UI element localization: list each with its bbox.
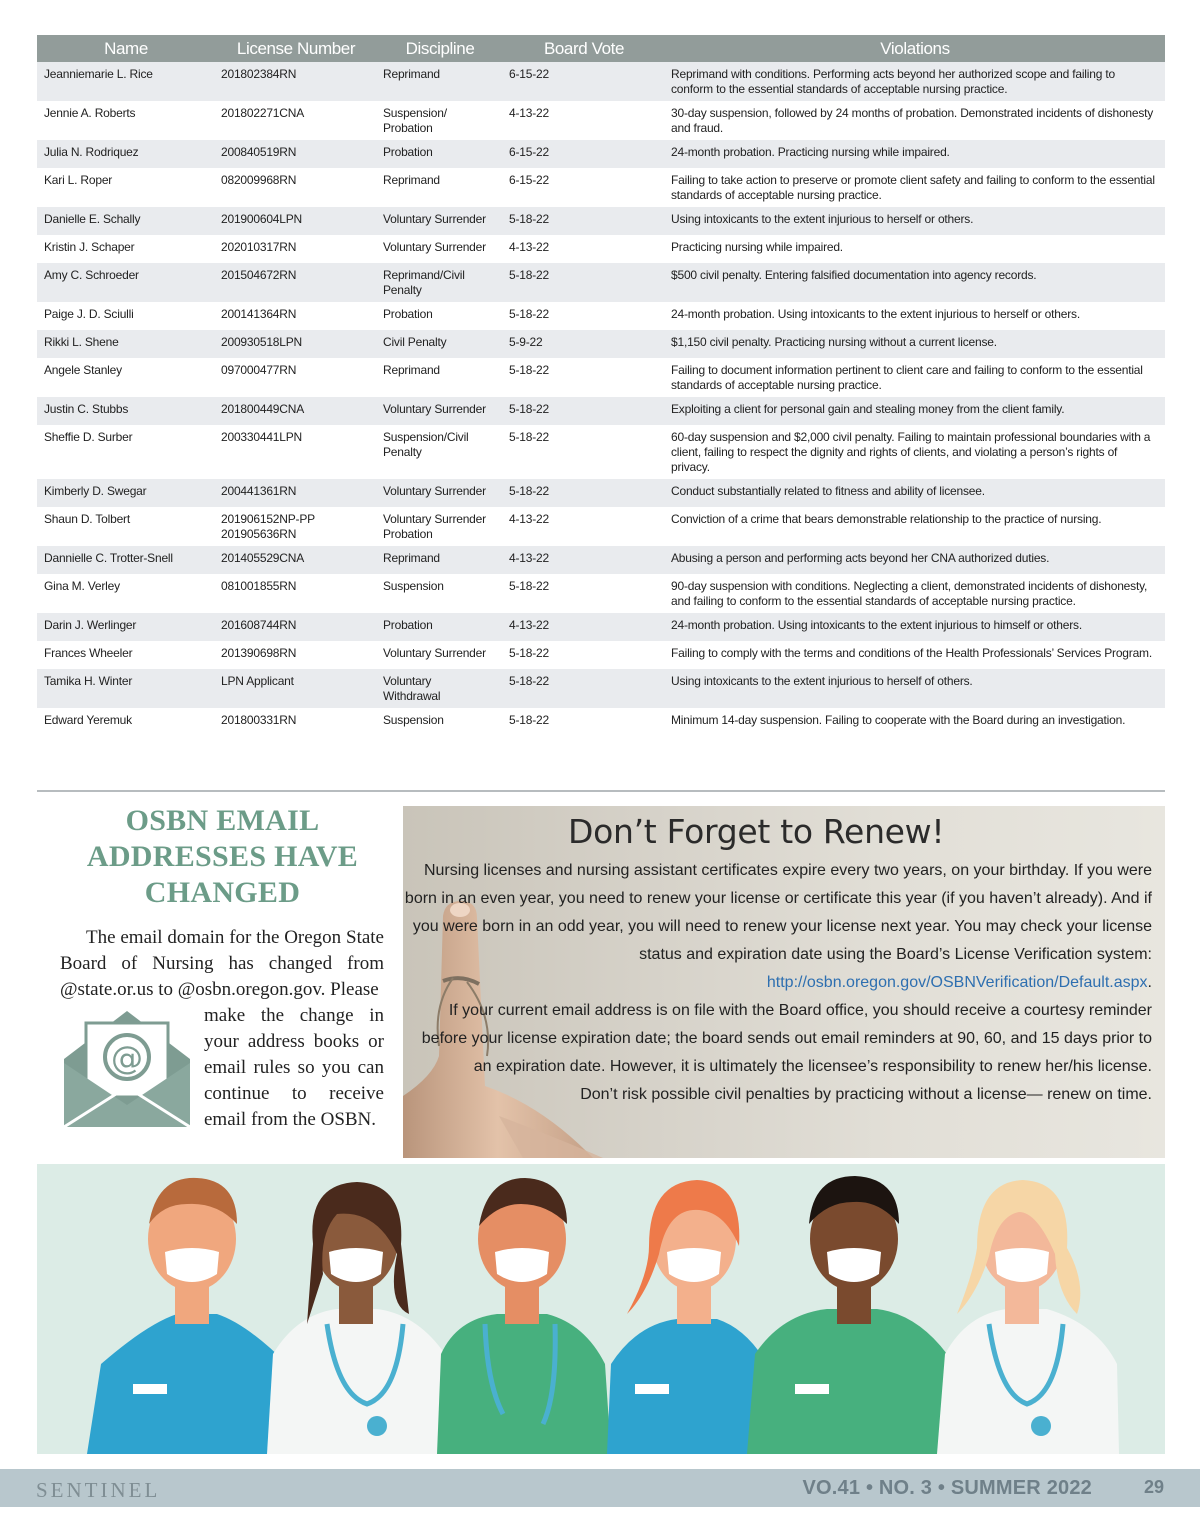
row-violation: Conviction of a crime that bears demonstrable relationship to the practice of nursing.: [665, 507, 1165, 546]
row-license-number: 200141364RN: [215, 302, 377, 330]
row-license-number: 201608744RN: [215, 613, 377, 641]
row-violation: Using intoxicants to the extent injurious to herself or others.: [665, 207, 1165, 235]
row-board-vote: 5-18-22: [503, 425, 665, 479]
row-board-vote: 4-13-22: [503, 235, 665, 263]
table-row: [37, 330, 1165, 358]
row-name: Gina M. Verley: [37, 574, 215, 613]
row-board-vote: 6-15-22: [503, 168, 665, 207]
row-name: Edward Yeremuk: [37, 708, 215, 736]
row-discipline: Suspension: [377, 708, 503, 736]
row-violation: 24-month probation. Using intoxicants to the extent injurious to herself or others.: [665, 302, 1165, 330]
row-board-vote: 5-9-22: [503, 330, 665, 358]
email-notice-text-wrap: make the change in your address books or email rules so you can continue to receive email from the OSBN.: [204, 1005, 384, 1130]
email-notice-text-top: The email domain for the Oregon State Board of Nursing has changed from @state.or.us to @osbn.oregon.gov. Please: [60, 927, 384, 1000]
row-board-vote: 6-15-22: [503, 62, 665, 101]
row-license-number: 201800449CNA: [215, 397, 377, 425]
row-discipline: Reprimand/Civil Penalty: [377, 263, 503, 302]
row-name: Kimberly D. Swegar: [37, 479, 215, 507]
svg-text:@: @: [111, 1039, 143, 1077]
header-board-vote: Board Vote: [503, 35, 665, 62]
row-violation: 24-month probation. Using intoxicants to the extent injurious to himself or others.: [665, 613, 1165, 641]
page-number: 29: [1143, 1477, 1164, 1497]
row-discipline: Voluntary Surrender: [377, 235, 503, 263]
issue-info: VO.41 • NO. 3 • SUMMER 2022: [802, 1477, 1092, 1499]
row-board-vote: 5-18-22: [503, 207, 665, 235]
disciplinary-actions-table: [37, 35, 1165, 736]
email-notice-title: OSBN EMAIL ADDRESSES HAVE CHANGED: [86, 804, 359, 909]
row-discipline: Reprimand: [377, 168, 503, 207]
row-license-number: 201906152NP-PP 201905636RN: [215, 507, 377, 546]
table-row: [37, 207, 1165, 235]
row-license-number: 201900604LPN: [215, 207, 377, 235]
row-violation: Minimum 14-day suspension. Failing to cooperate with the Board during an investigation.: [665, 708, 1165, 736]
row-violation: Failing to document information pertinent to client care and failing to conform to the essential standards of acceptable nursing practice.: [665, 358, 1165, 397]
row-license-number: 081001855RN: [215, 574, 377, 613]
row-name: Tamika H. Winter: [37, 669, 215, 708]
table-row: [37, 669, 1165, 708]
row-license-number: 201800331RN: [215, 708, 377, 736]
row-discipline: Reprimand: [377, 546, 503, 574]
row-discipline: Suspension/Civil Penalty: [377, 425, 503, 479]
row-violation: 90-day suspension with conditions. Neglecting a client, demonstrated incidents of dishonesty, and failing to conform to the essential standards of acceptable nursing practice.: [665, 574, 1165, 613]
row-board-vote: 6-15-22: [503, 140, 665, 168]
row-discipline: Suspension/ Probation: [377, 101, 503, 140]
row-name: Shaun D. Tolbert: [37, 507, 215, 546]
row-board-vote: 4-13-22: [503, 546, 665, 574]
table-row: [37, 708, 1165, 736]
row-violation: Reprimand with conditions. Performing acts beyond her authorized scope and failing to conform to the essential standards of acceptable nursing practice.: [665, 62, 1165, 101]
row-board-vote: 5-18-22: [503, 397, 665, 425]
row-name: Paige J. D. Sciulli: [37, 302, 215, 330]
table-row: [37, 479, 1165, 507]
section-divider: [37, 790, 1165, 792]
row-violation: Failing to take action to preserve or promote client safety and failing to conform to the essential standards of acceptable nursing practice.: [665, 168, 1165, 207]
publication-name: SENTINEL: [36, 1478, 161, 1502]
row-license-number: 097000477RN: [215, 358, 377, 397]
row-discipline: Suspension: [377, 574, 503, 613]
table-row: [37, 358, 1165, 397]
row-license-number: 201504672RN: [215, 263, 377, 302]
row-discipline: Reprimand: [377, 358, 503, 397]
row-license-number: LPN Applicant: [215, 669, 377, 708]
row-license-number: 201802271CNA: [215, 101, 377, 140]
row-violation: 30-day suspension, followed by 24 months of probation. Demonstrated incidents of dishonesty and fraud.: [665, 101, 1165, 140]
row-board-vote: 5-18-22: [503, 358, 665, 397]
row-name: Kari L. Roper: [37, 168, 215, 207]
header-discipline: Discipline: [377, 35, 503, 62]
row-name: Julia N. Rodriquez: [37, 140, 215, 168]
renew-paragraph-3: Don’t risk possible civil penalties by practicing without a license— renew on time.: [580, 1086, 1152, 1103]
row-board-vote: 5-18-22: [503, 669, 665, 708]
row-discipline: Reprimand: [377, 62, 503, 101]
table-row: [37, 62, 1165, 101]
row-discipline: Voluntary Surrender: [377, 207, 503, 235]
row-license-number: 201802384RN: [215, 62, 377, 101]
row-discipline: Voluntary Withdrawal: [377, 669, 503, 708]
header-violations: Violations: [665, 35, 1165, 62]
row-discipline: Voluntary Surrender: [377, 479, 503, 507]
table-row: [37, 140, 1165, 168]
row-name: Angele Stanley: [37, 358, 215, 397]
row-discipline: Voluntary Surrender Probation: [377, 507, 503, 546]
table-row: [37, 101, 1165, 140]
row-name: Frances Wheeler: [37, 641, 215, 669]
table-row: [37, 574, 1165, 613]
table-row: [37, 302, 1165, 330]
header-name: Name: [37, 35, 215, 62]
row-license-number: 200840519RN: [215, 140, 377, 168]
row-license-number: 202010317RN: [215, 235, 377, 263]
row-discipline: Voluntary Surrender: [377, 641, 503, 669]
email-envelope-at-icon: [60, 1007, 200, 1137]
table-row: [37, 235, 1165, 263]
table-row: [37, 641, 1165, 669]
row-license-number: 201405529CNA: [215, 546, 377, 574]
row-board-vote: 4-13-22: [503, 507, 665, 546]
table-row: [37, 168, 1165, 207]
page-footer: [0, 1469, 1200, 1507]
row-discipline: Probation: [377, 613, 503, 641]
row-name: Rikki L. Shene: [37, 330, 215, 358]
renew-body: Nursing licenses and nursing assistant certificates expire every two years, on your birthday. If you were born in an even year, you need to renew your license or certificate this year (if you haven’t already). And if you were born in an odd year, you will need to renew your license next year. You may check your license status and expiration date using the Board’s License Verification system: http://osbn.oregon.gov/OSBNVerification/Default.aspx. If your current email address is on file with the Board office, you should receive a courtesy reminder before your license expiration date; the board sends out email reminders at 90, 60, and 15 days prior to an expiration date. However, it is ultimately the licensee’s responsibility to renew her/his license. Don’t risk possible civil penalties by practicing without a license— renew on time.: [400, 857, 1152, 1109]
row-board-vote: 4-13-22: [503, 613, 665, 641]
row-board-vote: 5-18-22: [503, 302, 665, 330]
table-row: [37, 397, 1165, 425]
table-header-row: [37, 35, 1165, 62]
table-row: [37, 546, 1165, 574]
renew-title: Don’t Forget to Renew!: [568, 812, 945, 851]
row-board-vote: 5-18-22: [503, 479, 665, 507]
row-name: Justin C. Stubbs: [37, 397, 215, 425]
row-discipline: Civil Penalty: [377, 330, 503, 358]
table-row: [37, 263, 1165, 302]
row-violation: Exploiting a client for personal gain and stealing money from the client family.: [665, 397, 1165, 425]
table-body: [37, 62, 1165, 736]
row-name: Sheffie D. Surber: [37, 425, 215, 479]
row-license-number: 200441361RN: [215, 479, 377, 507]
row-violation: Using intoxicants to the extent injurious to herself of others.: [665, 669, 1165, 708]
row-violation: Conduct substantially related to fitness and ability of licensee.: [665, 479, 1165, 507]
row-discipline: Probation: [377, 302, 503, 330]
table-row: [37, 507, 1165, 546]
row-violation: Failing to comply with the terms and conditions of the Health Professionals’ Services Program.: [665, 641, 1165, 669]
row-violation: Practicing nursing while impaired.: [665, 235, 1165, 263]
row-license-number: 200930518LPN: [215, 330, 377, 358]
row-board-vote: 5-18-22: [503, 574, 665, 613]
row-board-vote: 5-18-22: [503, 708, 665, 736]
row-board-vote: 5-18-22: [503, 641, 665, 669]
row-name: Jeanniemarie L. Rice: [37, 62, 215, 101]
row-board-vote: 5-18-22: [503, 263, 665, 302]
row-name: Jennie A. Roberts: [37, 101, 215, 140]
header-license-number: License Number: [215, 35, 377, 62]
row-name: Dannielle C. Trotter-Snell: [37, 546, 215, 574]
row-license-number: 201390698RN: [215, 641, 377, 669]
row-violation: 24-month probation. Practicing nursing while impaired.: [665, 140, 1165, 168]
row-name: Amy C. Schroeder: [37, 263, 215, 302]
row-board-vote: 4-13-22: [503, 101, 665, 140]
row-name: Danielle E. Schally: [37, 207, 215, 235]
email-notice-body: [60, 925, 384, 1137]
row-violation: $1,150 civil penalty. Practicing nursing without a current license.: [665, 330, 1165, 358]
row-license-number: 200330441LPN: [215, 425, 377, 479]
masked-nurses-illustration: [37, 1164, 1165, 1454]
row-name: Darin J. Werlinger: [37, 613, 215, 641]
renew-paragraph-1: Nursing licenses and nursing assistant certificates expire every two years, on your birthday. If you were born in an even year, you need to renew your license or certificate this year (if you haven’t already). And if you were born in an odd year, you will need to renew your license next year. You may check your license status and expiration date using the Board’s License Verification system:: [404, 862, 1152, 963]
row-violation: Abusing a person and performing acts beyond her CNA authorized duties.: [665, 546, 1165, 574]
table-row: [37, 425, 1165, 479]
row-name: Kristin J. Schaper: [37, 235, 215, 263]
row-discipline: Voluntary Surrender: [377, 397, 503, 425]
row-discipline: Probation: [377, 140, 503, 168]
table-row: [37, 613, 1165, 641]
row-violation: 60-day suspension and $2,000 civil penalty. Failing to maintain professional boundaries with a client, failing to respect the dignity and rights of clients, and violating a person’s rights of privacy.: [665, 425, 1165, 479]
renew-paragraph-2: If your current email address is on file with the Board office, you should receive a courtesy reminder before your license expiration date; the board sends out email reminders at 90, 60, and 15 days prior to an expiration date. However, it is ultimately the licensee’s responsibility to renew her/his license.: [421, 1002, 1152, 1075]
row-violation: $500 civil penalty. Entering falsified documentation into agency records.: [665, 263, 1165, 302]
license-verification-link[interactable]: http://osbn.oregon.gov/OSBNVerification/Default.aspx: [766, 974, 1148, 991]
row-license-number: 082009968RN: [215, 168, 377, 207]
